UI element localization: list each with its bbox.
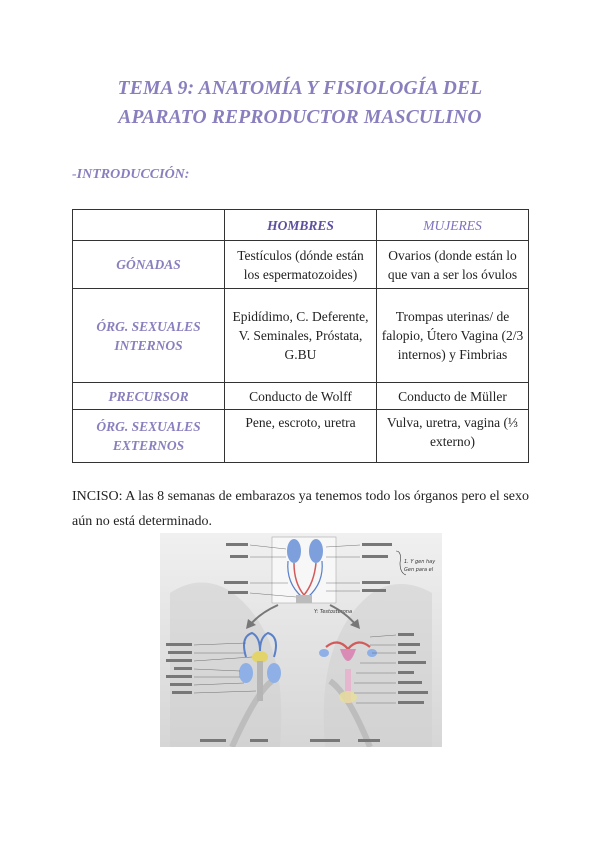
table-row [73,289,529,383]
comparison-table [72,209,529,463]
table-header-row [73,210,529,241]
cell-hombres: Pene, escroto, uretra [225,410,377,463]
table-row [73,410,529,463]
header-empty [73,210,225,241]
handwritten-note-2: Gen para el [404,567,434,573]
inciso-paragraph: INCISO: A las 8 semanas de embarazos ya tenemos todo los órganos pero el sexo aún no está determinado. [72,489,529,529]
male-torso-shape [170,582,281,747]
handwritten-note-3: Y: Testosterona [314,609,353,615]
anatomy-illustration [160,533,442,747]
row-label: GÓNADAS [73,241,225,289]
cell-hombres: Testículos (dónde están los espermatozoides) [225,241,377,289]
cell-mujeres: Ovarios (donde están lo que van a ser los óvulos [377,241,529,289]
row-label: PRECURSOR [73,383,225,410]
title-line-1: TEMA 9: ANATOMÍA Y FISIOLOGÍA DEL [117,78,483,99]
handwritten-note-1: 1. Y gen hay [404,559,436,565]
table-row [73,241,529,289]
title-line-2: APARATO REPRODUCTOR MASCULINO [118,107,482,128]
cell-mujeres: Conducto de Müller [377,383,529,410]
table-row [73,383,529,410]
page-title [0,74,600,132]
cell-mujeres: Trompas uterinas/ de falopio, Útero Vagina (2/3 internos) y Fimbrias [377,289,529,383]
gonad-left [287,539,301,563]
cell-hombres: Conducto de Wolff [225,383,377,410]
gonad-right [309,539,323,563]
embryo-differentiation-figure [160,533,442,747]
header-hombres: HOMBRES [225,210,377,241]
row-label: ÓRG. SEXUALES INTERNOS [73,289,225,383]
header-mujeres: MUJERES [377,210,529,241]
cell-hombres: Epidídimo, C. Deferente, V. Seminales, Próstata, G.BU [225,289,377,383]
row-label: ÓRG. SEXUALES EXTERNOS [73,410,225,463]
urogenital-sinus [296,595,312,603]
cell-mujeres: Vulva, uretra, vagina (⅓ externo) [377,410,529,463]
section-heading-intro: -INTRODUCCIÓN: [72,167,190,182]
